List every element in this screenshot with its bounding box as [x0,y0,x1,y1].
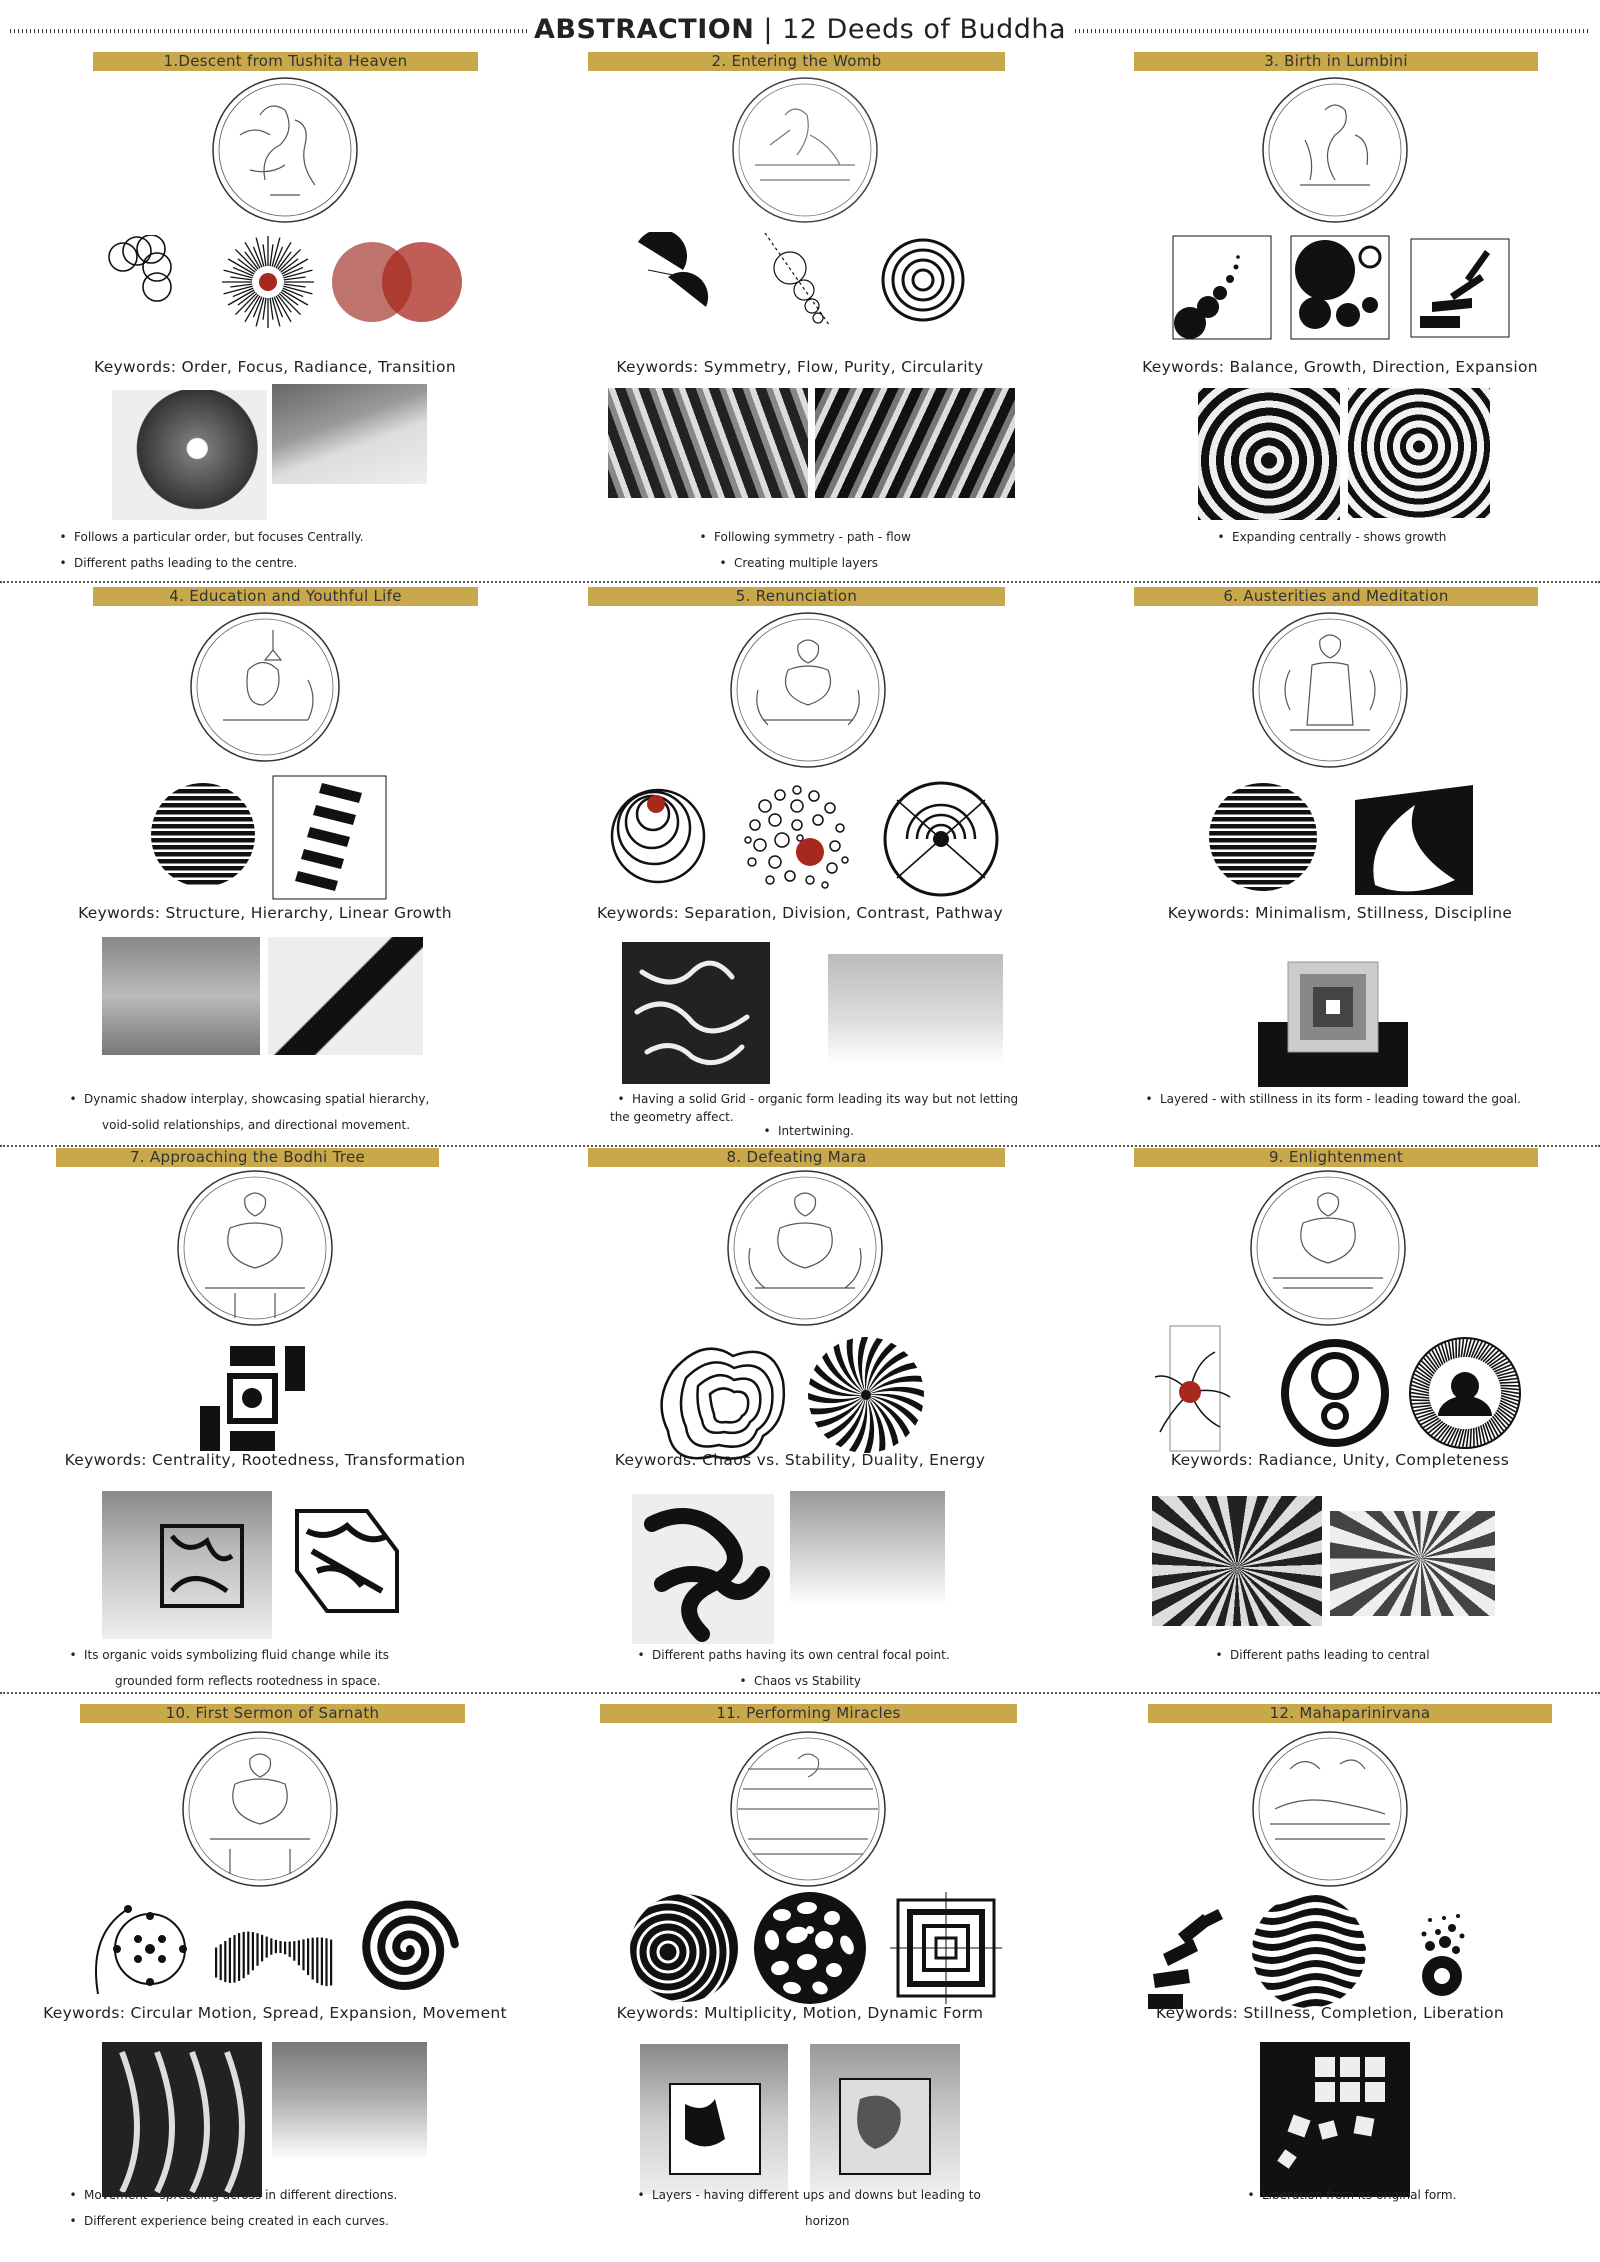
deed-keywords: Keywords: Multiplicity, Motion, Dynamic Form [616,2004,984,2022]
wave-bars-icon [215,1922,335,1987]
thangka-medallion [728,610,888,770]
striped-circle-icon [150,782,256,888]
orbit-dots-icon [88,1894,213,2004]
deed-title: 12. Mahaparinirvana [1148,1704,1552,1723]
model-photo [810,2044,960,2192]
thangka-medallion [1260,75,1410,225]
deed-title: 7. Approaching the Bodhi Tree [56,1148,439,1167]
swirl-spokes-icon [805,1334,927,1456]
stair-blades-icon [1410,238,1510,338]
deed-keywords: Keywords: Symmetry, Flow, Purity, Circularity [616,358,984,376]
deed-3 [1100,0,1600,580]
bullet-item: • Different paths leading to central [1215,1648,1430,1662]
deed-6 [1100,582,1600,1144]
deed-5 [560,582,1060,1144]
deed-7 [0,1146,530,1691]
bullet-item: • Intertwining. [763,1124,854,1138]
thangka-medallion [728,1729,888,1889]
deed-9 [1100,1146,1600,1691]
model-photo [1348,388,1490,518]
deed-title: 1.Descent from Tushita Heaven [93,52,478,71]
model-photo [828,954,1003,1064]
bullet-item: • Creating multiple layers [719,556,879,570]
thangka-medallion [1250,1729,1410,1889]
deed-title: 11. Performing Miracles [600,1704,1017,1723]
deed-title: 10. First Sermon of Sarnath [80,1704,465,1723]
bullet-item: • Expanding centrally - shows growth [1217,530,1447,544]
bullet-item: • Following symmetry - path - flow [699,530,911,544]
growing-circles-icon [1290,235,1390,340]
concentric-squares-icon [890,1892,1002,2004]
stepped-circles-icon [1172,235,1272,340]
concentric-rings-icon [878,235,968,325]
thangka-medallion [188,610,343,765]
deed-12 [1100,1694,1600,2262]
title-separator: | [754,14,783,45]
striped-circle-icon [1208,782,1318,892]
offset-rings-icon [628,1892,740,2004]
spiral-icon [352,1894,462,2004]
deed-title: 3. Birth in Lumbini [1134,52,1538,71]
deed-keywords: Keywords: Stillness, Completion, Liberation [1155,2004,1505,2022]
model-photo [1258,952,1408,1087]
bullet-item: • Different experience being created in each curves. [69,2214,389,2228]
bullet-item: • Its organic voids symbolizing fluid change while its [69,1648,389,1662]
radiating-arrows-icon [1150,1324,1240,1454]
deed-2 [560,0,1060,580]
deed-title: 6. Austerities and Meditation [1134,587,1538,606]
bullet-item: • Different paths leading to the centre. [59,556,298,570]
model-photo [112,390,267,520]
bullet-item: • Layers - having different ups and downs but leading to [637,2188,981,2202]
deed-4 [0,582,530,1144]
falling-blades-icon [1148,1909,1238,2009]
bullet-item: • Having a solid Grid - organic form leading its way but not letting the geometry affect. [610,1092,1019,1124]
model-photo [272,2042,427,2160]
thangka-medallion [725,1168,885,1328]
model-photo [1198,388,1340,520]
model-photo [102,2042,262,2197]
aligned-circles-icon [760,228,840,328]
deed-title: 4. Education and Youthful Life [93,587,478,606]
deed-10 [0,1694,530,2262]
bullet-item: • Movement - spreading across in different directions. [69,2188,398,2202]
model-photo [640,2044,788,2194]
model-photo [790,1491,945,1606]
wave-stripes-circle-icon [1250,1892,1368,2010]
split-halfcircles-icon [628,232,718,327]
deed-keywords: Keywords: Separation, Division, Contrast, Pathway [597,904,1003,922]
deed-1 [0,0,530,580]
deed-11 [560,1694,1060,2262]
thangka-medallion [1248,1168,1408,1328]
thangka-medallion [175,1168,335,1328]
bubble-field-icon [740,780,855,895]
model-photo [622,942,770,1084]
bullet-item: void-solid relationships, and directional movement. [102,1118,411,1132]
deed-title: 8. Defeating Mara [588,1148,1005,1167]
deed-keywords: Keywords: Centrality, Rootedness, Transformation [64,1451,466,1469]
deed-keywords: Keywords: Structure, Hierarchy, Linear Growth [78,904,452,922]
hatched-ring-icon [1408,1336,1523,1451]
deed-keywords: Keywords: Minimalism, Stillness, Discipline [1167,904,1513,922]
venn-circles-icon [330,240,465,325]
bullet-item: • Dynamic shadow interplay, showcasing spatial hierarchy, [69,1092,430,1106]
bullet-item: • Follows a particular order, but focuses Centrally. [59,530,364,544]
deed-title: 5. Renunciation [588,587,1005,606]
nested-rings-icon [608,780,708,890]
model-photo [1330,1511,1495,1616]
thangka-medallion [1250,610,1410,770]
title-rest: 12 Deeds of Buddha [782,14,1067,45]
deed-title: 2. Entering the Womb [588,52,1005,71]
model-photo [1152,1496,1322,1626]
deed-keywords: Keywords: Order, Focus, Radiance, Transition [94,358,456,376]
model-photo [815,388,1015,498]
deed-keywords: Keywords: Circular Motion, Spread, Expansion, Movement [43,2004,507,2022]
overlapping-rings-icon [105,235,195,310]
voronoi-circle-icon [752,1890,868,2006]
dispersing-ring-icon [1400,1904,1480,1999]
pinwheel-squares-icon [190,1336,315,1461]
crescent-block-icon [1355,785,1473,895]
deed-keywords: Keywords: Radiance, Unity, Completeness [1170,1451,1510,1469]
bullet-item: • Chaos vs Stability [739,1674,862,1688]
deed-8 [560,1146,1060,1691]
model-photo [277,1491,407,1639]
bullet-item: horizon [805,2214,850,2228]
model-photo [608,388,808,498]
model-photo [102,937,260,1055]
bullet-item: • Liberation from its original form. [1247,2188,1457,2202]
deed-keywords: Keywords: Balance, Growth, Direction, Expansion [1142,358,1538,376]
thangka-medallion [210,75,360,225]
deed-keywords: Keywords: Chaos vs. Stability, Duality, Energy [614,1451,986,1469]
bullet-item: • Layered - with stillness in its form - leading toward the goal. [1145,1092,1521,1106]
zigzag-stairs-icon [272,775,387,900]
nested-circles-icon [1278,1336,1393,1451]
thangka-medallion [180,1729,340,1889]
bullet-item: • Different paths having its own central focal point. [637,1648,950,1662]
model-photo [102,1491,272,1639]
title-bold: ABSTRACTION [533,14,755,45]
radiance-burst-icon [218,232,318,332]
thangka-medallion [730,75,880,225]
bullet-item: grounded form reflects rootedness in space. [115,1674,381,1688]
deed-title: 9. Enlightenment [1134,1148,1538,1167]
model-photo [268,937,423,1055]
model-photo [632,1494,774,1644]
model-photo [272,384,427,484]
warped-contours-icon [658,1336,790,1461]
model-photo [1260,2042,1410,2197]
split-arc-circle-icon [882,780,1000,898]
